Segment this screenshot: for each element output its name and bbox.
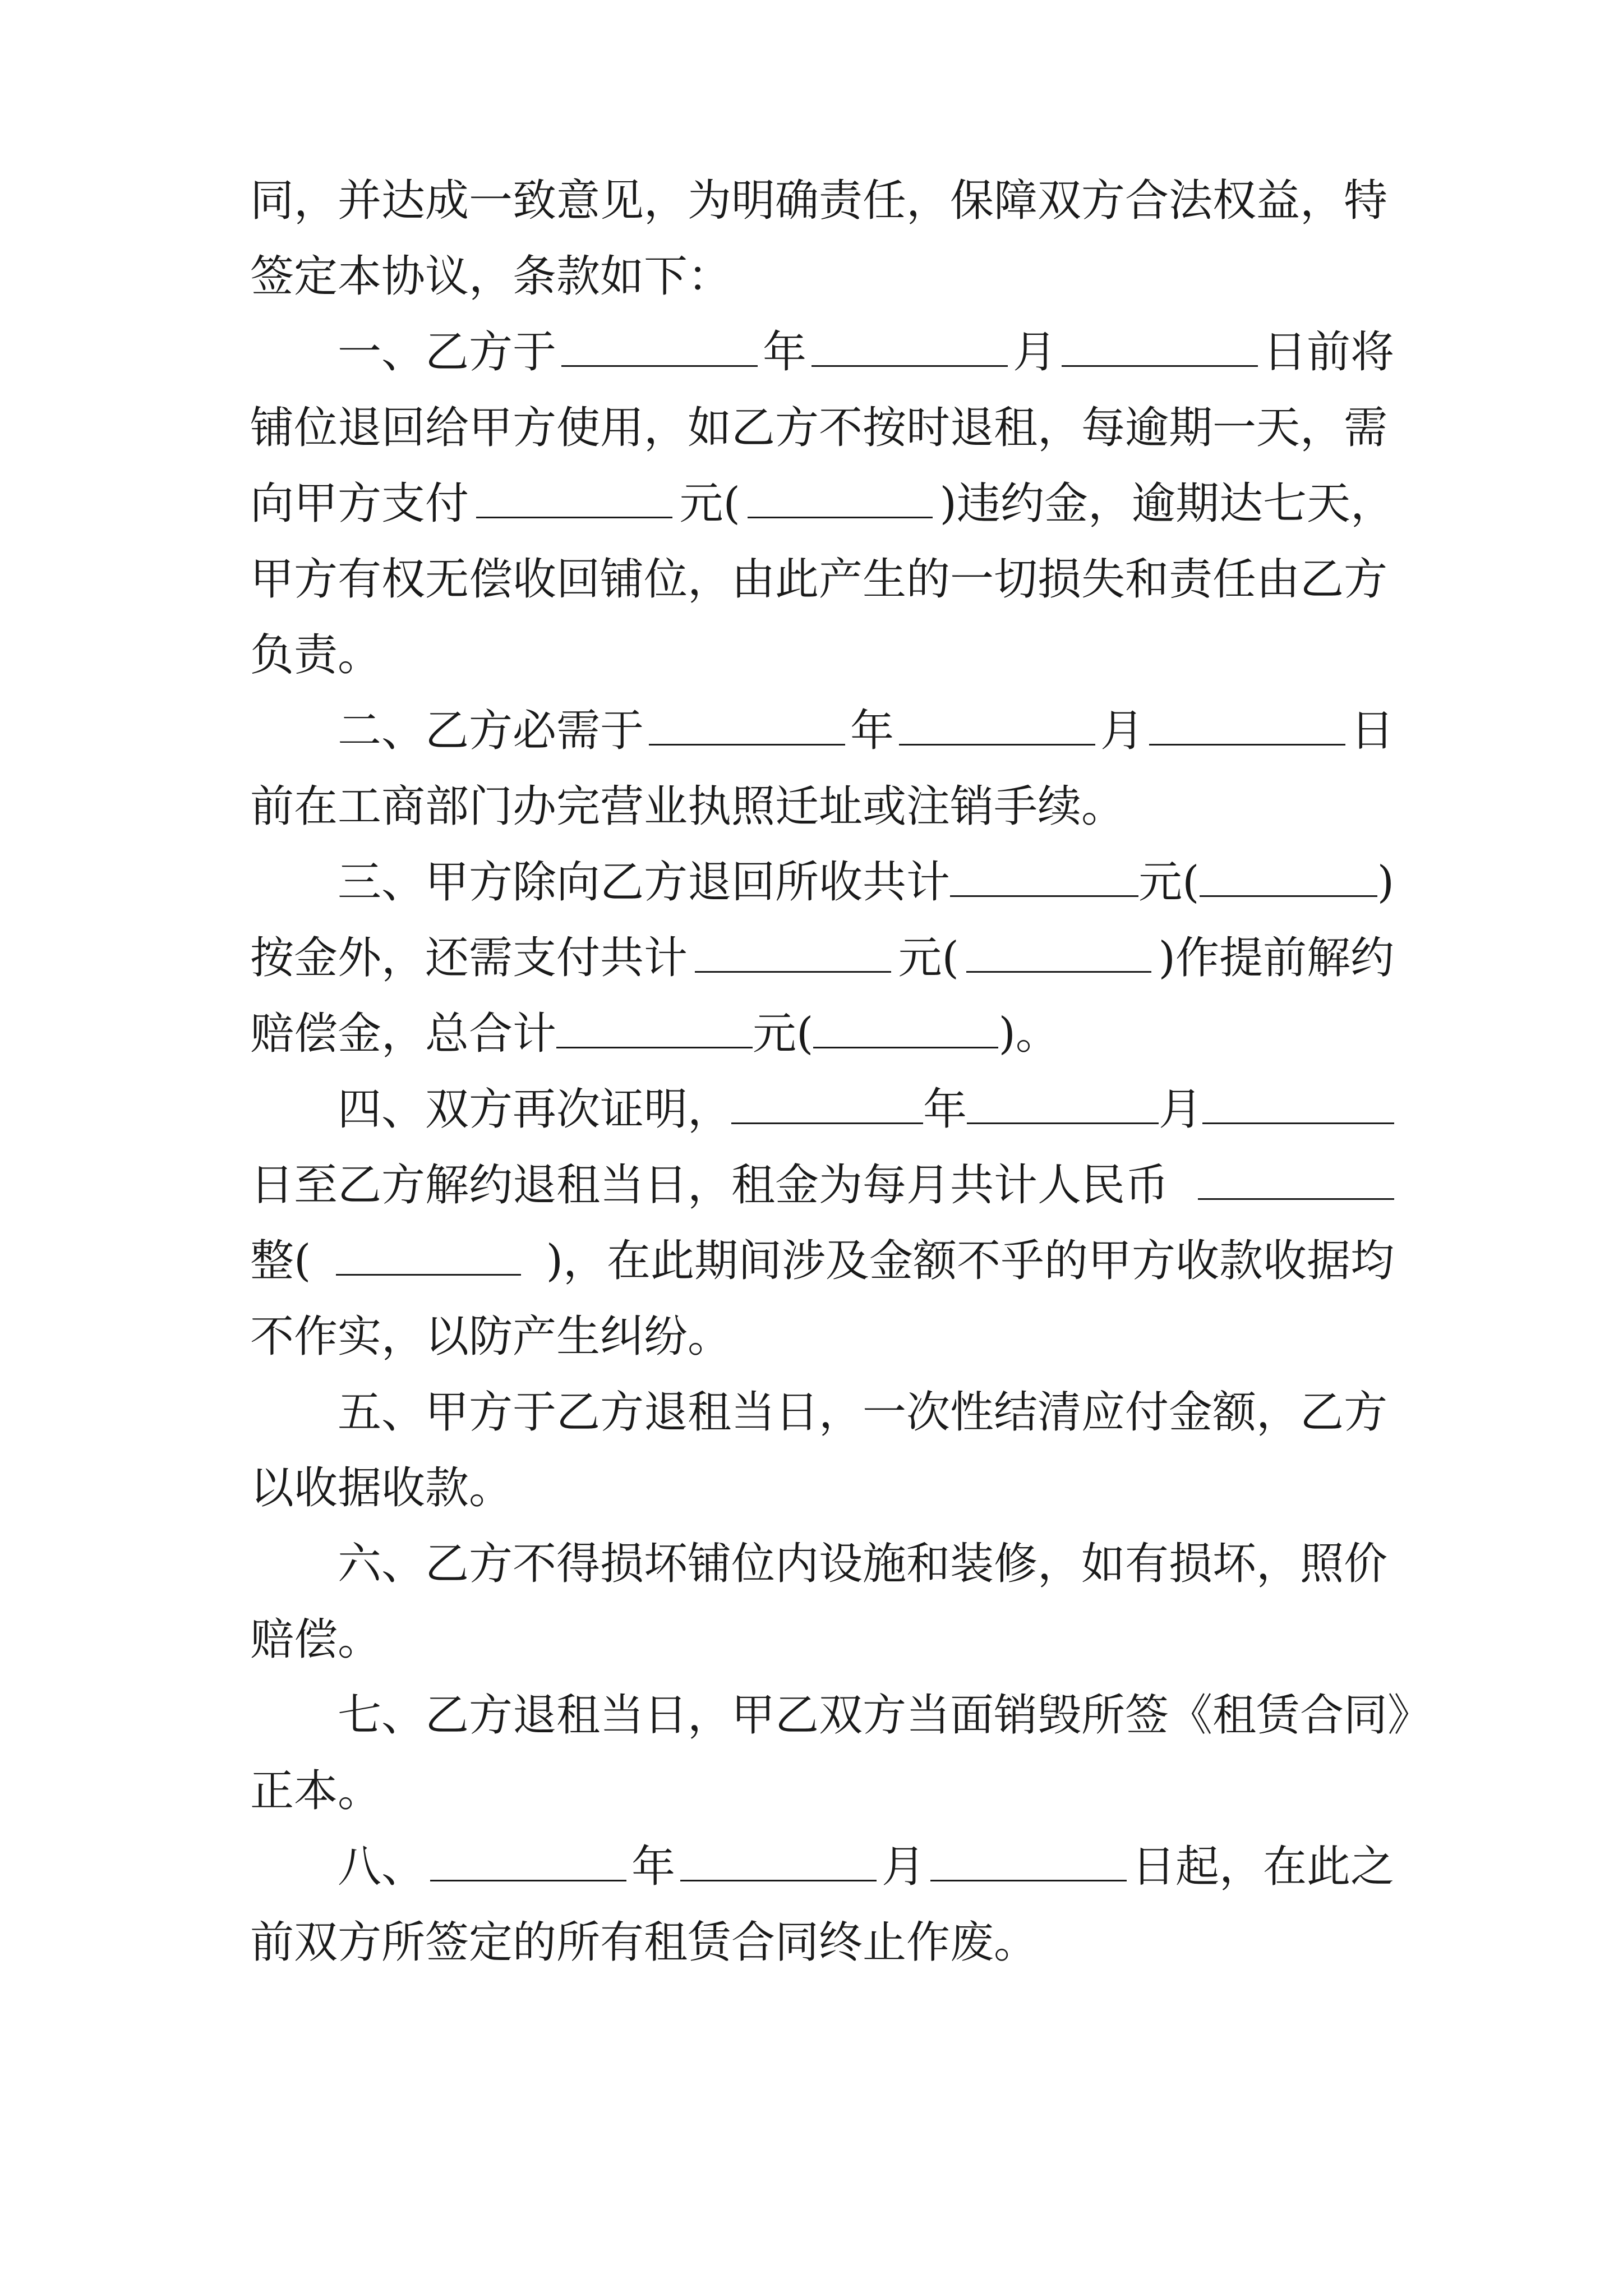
- text-line: [338, 703, 1394, 759]
- fill-in-blank: [336, 1239, 521, 1276]
- text-segment: 日前将: [1262, 327, 1394, 378]
- text-segment: 甲方有权无偿收回铺位，由此产生的一切损失和责任由乙方: [250, 554, 1388, 605]
- text-segment: 三、甲方除向乙方退回所收共计: [338, 857, 951, 908]
- fill-in-blank: [556, 1012, 753, 1048]
- text-line: [338, 324, 1394, 380]
- text-segment: 年: [762, 327, 806, 378]
- text-segment: 七、乙方退租当日，甲乙双方当面销毁所签《租赁合同》: [338, 1690, 1432, 1741]
- text-segment: 四、双方再次证明，: [338, 1084, 732, 1135]
- text-line: [250, 1309, 1394, 1365]
- text-segment: 赔偿。: [250, 1614, 382, 1665]
- text-segment: 负责。: [250, 630, 382, 680]
- text-segment: 元(: [753, 1009, 814, 1059]
- fill-in-blank: [1198, 1163, 1394, 1200]
- text-segment: 按金外，还需支付共计: [250, 933, 688, 983]
- text-segment: 日起，在此之: [1131, 1842, 1394, 1892]
- text-segment: )，在此期间涉及金额不乎的甲方收款收据均: [546, 1236, 1394, 1286]
- text-segment: 前在工商部门办完营业执照迁址或注销手续。: [250, 781, 1126, 832]
- text-line: [250, 476, 1394, 532]
- text-segment: 以收据收款。: [250, 1463, 513, 1513]
- text-line: [250, 1915, 1394, 1971]
- text-line: [250, 1157, 1394, 1213]
- text-line: [250, 779, 1394, 835]
- fill-in-blank: [430, 1845, 626, 1881]
- fill-in-blank: [950, 861, 1138, 897]
- text-line: [250, 1460, 1394, 1516]
- text-segment: 正本。: [250, 1766, 382, 1816]
- fill-in-blank: [748, 482, 933, 518]
- fill-in-blank: [680, 1845, 877, 1881]
- text-line: [250, 551, 1394, 608]
- text-segment: 日至乙方解约退租当日，租金为每月共计人民币: [250, 1160, 1169, 1211]
- fill-in-blank: [731, 1088, 923, 1124]
- text-segment: 月: [1012, 327, 1057, 378]
- text-segment: 年: [850, 706, 894, 756]
- fill-in-blank: [561, 330, 758, 367]
- text-segment: 不作实，以防产生纠纷。: [250, 1312, 732, 1362]
- fill-in-blank: [1202, 1088, 1394, 1124]
- text-segment: 年: [631, 1842, 675, 1892]
- text-segment: 元(: [898, 933, 959, 983]
- text-line: [338, 854, 1394, 910]
- text-segment: ): [1377, 857, 1394, 908]
- text-line: [338, 1687, 1432, 1743]
- text-line: [338, 1082, 1394, 1138]
- fill-in-blank: [966, 936, 1151, 973]
- text-segment: 向甲方支付: [250, 478, 469, 529]
- text-segment: )违约金，逾期达七天，: [939, 478, 1394, 529]
- text-line: [250, 1612, 1394, 1668]
- text-line: [250, 173, 1394, 229]
- fill-in-blank: [899, 709, 1095, 746]
- text-line: [250, 930, 1394, 986]
- text-line: [250, 249, 1394, 305]
- text-line: [250, 627, 1394, 683]
- fill-in-blank: [476, 482, 672, 518]
- text-segment: 前双方所签定的所有租赁合同终止作废。: [250, 1917, 1038, 1968]
- text-segment: 一、乙方于: [338, 327, 557, 378]
- fill-in-blank: [1062, 330, 1258, 367]
- text-line: [250, 1006, 1394, 1062]
- text-segment: 月: [881, 1842, 925, 1892]
- text-segment: 二、乙方必需于: [338, 706, 644, 756]
- text-segment: 元(: [679, 478, 740, 529]
- fill-in-blank: [1200, 861, 1377, 897]
- text-segment: 日: [1350, 706, 1394, 756]
- text-segment: 年: [923, 1084, 967, 1135]
- text-line: [250, 1233, 1394, 1289]
- text-line: [338, 1839, 1394, 1895]
- fill-in-blank: [930, 1845, 1127, 1881]
- text-segment: 赔偿金，总合计: [250, 1009, 557, 1059]
- text-segment: )。: [998, 1009, 1059, 1059]
- fill-in-blank: [811, 330, 1008, 367]
- text-line: [338, 1384, 1394, 1441]
- text-line: [250, 400, 1394, 456]
- text-segment: 六、乙方不得损坏铺位内设施和装修，如有损坏，照价: [338, 1539, 1388, 1589]
- text-segment: 八、: [338, 1842, 426, 1892]
- text-line: [338, 1536, 1394, 1592]
- text-segment: 铺位退回给甲方使用，如乙方不按时退租，每逾期一天，需: [250, 403, 1388, 453]
- text-segment: 五、甲方于乙方退租当日，一次性结清应付金额，乙方: [338, 1387, 1388, 1438]
- text-segment: 同，并达成一致意见，为明确责任，保障双方合法权益，特: [250, 176, 1388, 226]
- text-line: [250, 1763, 1394, 1819]
- fill-in-blank: [649, 709, 845, 746]
- fill-in-blank: [1149, 709, 1345, 746]
- fill-in-blank: [695, 936, 891, 973]
- text-segment: 元(: [1138, 857, 1200, 908]
- text-segment: 签定本协议，条款如下：: [250, 251, 732, 302]
- text-segment: 月: [1100, 706, 1144, 756]
- fill-in-blank: [967, 1088, 1159, 1124]
- text-segment: 月: [1159, 1084, 1203, 1135]
- text-segment: 整(: [250, 1236, 311, 1286]
- text-segment: )作提前解约: [1158, 933, 1394, 983]
- fill-in-blank: [813, 1012, 998, 1048]
